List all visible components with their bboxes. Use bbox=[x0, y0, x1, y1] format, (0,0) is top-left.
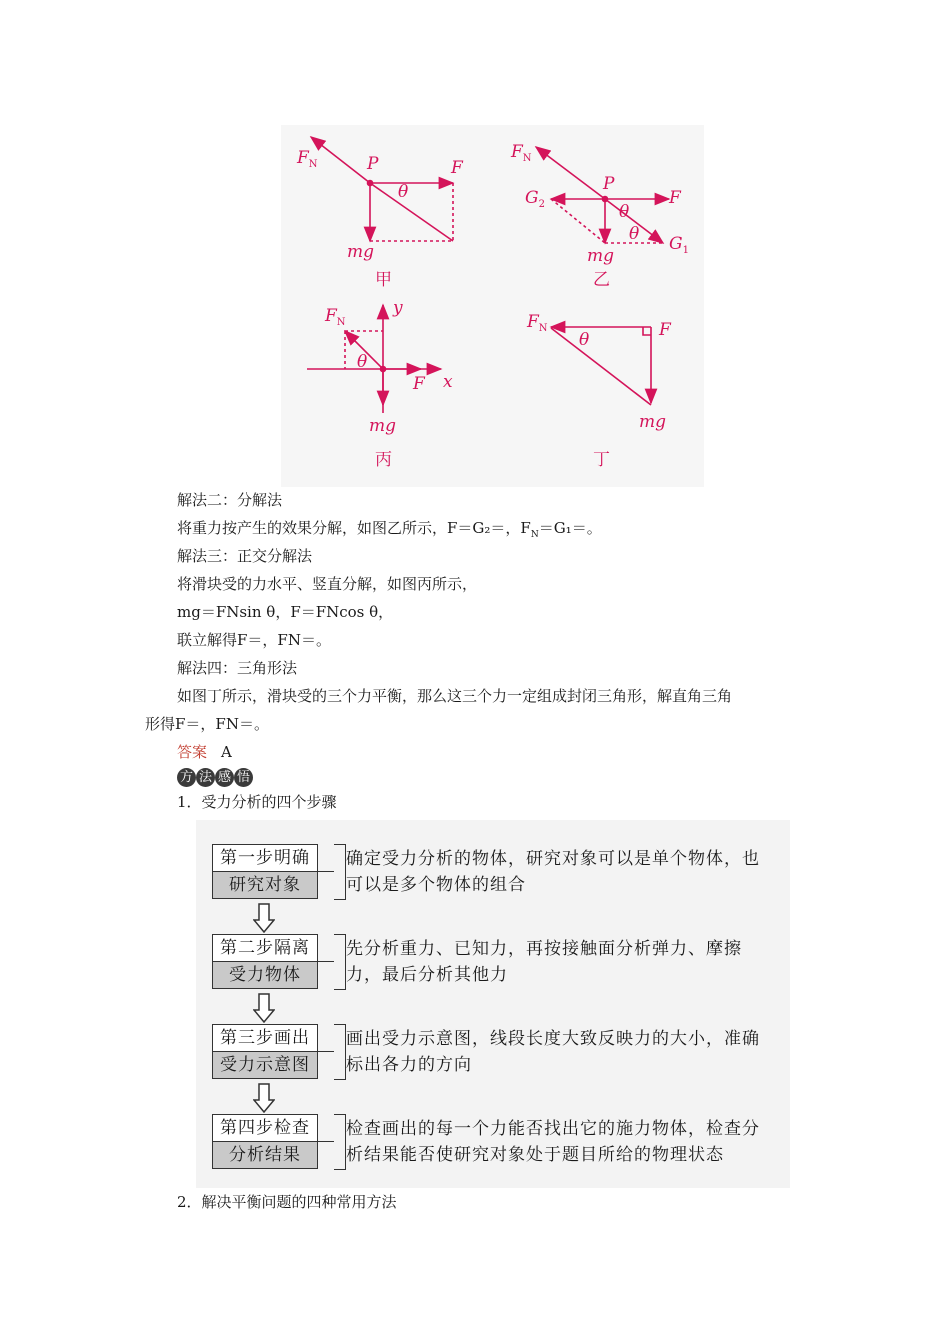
step-subtitle: 受力物体 bbox=[213, 962, 317, 988]
jia-f-label: F bbox=[451, 158, 463, 178]
yi-caption: 乙 bbox=[593, 270, 610, 290]
force-diagrams-figure bbox=[281, 125, 704, 487]
step-description: 画出受力示意图，线段长度大致反映力的大小，准确标出各力的方向 bbox=[346, 1029, 760, 1075]
diagram-jia bbox=[311, 137, 453, 241]
yi-theta1-label: θ bbox=[619, 202, 630, 222]
diagram-yi bbox=[536, 147, 669, 243]
bing-mg-label: mg bbox=[369, 416, 397, 436]
step-subtitle: 受力示意图 bbox=[213, 1052, 317, 1078]
bing-theta-label: θ bbox=[357, 352, 368, 372]
answer-label: 答案 bbox=[177, 743, 208, 761]
connector-line bbox=[318, 1141, 334, 1142]
bracket bbox=[334, 844, 346, 900]
step-description: 检查画出的每一个力能否找出它的施力物体，检查分析结果能否使研究对象处于题目所给的物理状态 bbox=[346, 1119, 760, 1165]
step-box-3 bbox=[212, 1024, 318, 1079]
step-subtitle: 研究对象 bbox=[213, 872, 317, 898]
jia-mg-label: mg bbox=[347, 242, 375, 262]
bing-f-label: F bbox=[413, 374, 425, 394]
yi-g1-label: $G_1$ bbox=[669, 234, 689, 256]
down-arrow-icon bbox=[253, 903, 275, 933]
method3-title: 解法三：正交分解法 bbox=[177, 547, 313, 565]
step-title: 第二步隔离 bbox=[213, 935, 317, 962]
method2-title: 解法二：分解法 bbox=[177, 491, 283, 509]
heading-four-methods: 2．解决平衡问题的四种常用方法 bbox=[177, 1193, 397, 1211]
method3-text: 将滑块受的力水平、竖直分解，如图丙所示， bbox=[177, 575, 478, 593]
yi-mg-label: mg bbox=[587, 246, 615, 266]
bracket bbox=[334, 1114, 346, 1170]
jia-p-label: P bbox=[367, 154, 379, 174]
analysis-steps-flowchart bbox=[196, 820, 790, 1188]
method3-equation: mg＝FNsin θ，F＝FNcos θ， bbox=[177, 603, 394, 621]
bracket bbox=[334, 1024, 346, 1080]
method4-text-line2: 形得F＝，FN＝。 bbox=[145, 715, 269, 733]
step-subtitle: 分析结果 bbox=[213, 1142, 317, 1168]
badge-char: 感 bbox=[215, 768, 234, 787]
jia-theta-label: θ bbox=[398, 182, 409, 202]
bing-caption: 丙 bbox=[375, 450, 392, 470]
force-diagrams-svg bbox=[281, 125, 704, 487]
method2-text: 将重力按产生的效果分解，如图乙所示，F＝G₂＝，$F_N=G_1=$。 bbox=[177, 519, 602, 540]
yi-theta2-label: θ bbox=[629, 224, 640, 244]
step-title: 第四步检查 bbox=[213, 1115, 317, 1142]
step-box-1 bbox=[212, 844, 318, 899]
method4-text-line1: 如图丁所示，滑块受的三个力平衡，那么这三个力一定组成封闭三角形，解直角三角 bbox=[177, 687, 733, 705]
step-box-2 bbox=[212, 934, 318, 989]
bing-fn-label: $F_N$ bbox=[325, 306, 346, 328]
step-description: 确定受力分析的物体，研究对象可以是单个物体，也可以是多个物体的组合 bbox=[346, 849, 760, 895]
bing-y-label: y bbox=[393, 298, 403, 318]
step-title: 第一步明确 bbox=[213, 845, 317, 872]
connector-line bbox=[318, 1051, 334, 1052]
jia-fn-label: $F_N$ bbox=[297, 148, 318, 170]
heading-four-steps: 1．受力分析的四个步骤 bbox=[177, 793, 337, 811]
ding-fn-label: $F_N$ bbox=[527, 312, 548, 334]
bracket bbox=[334, 934, 346, 990]
diagram-ding bbox=[551, 327, 651, 405]
method3-solve: 联立解得F＝，FN＝。 bbox=[177, 631, 331, 649]
answer-value: A bbox=[221, 743, 232, 761]
ding-theta-label: θ bbox=[579, 330, 590, 350]
method4-title: 解法四：三角形法 bbox=[177, 659, 298, 677]
ding-mg-label: mg bbox=[639, 412, 667, 432]
down-arrow-icon bbox=[253, 993, 275, 1023]
bing-x-label: x bbox=[443, 372, 453, 392]
step-box-4 bbox=[212, 1114, 318, 1169]
yi-p-label: P bbox=[603, 174, 615, 194]
badge-char: 悟 bbox=[234, 768, 253, 787]
badge-char: 方 bbox=[177, 768, 196, 787]
connector-line bbox=[318, 961, 334, 962]
step-title: 第三步画出 bbox=[213, 1025, 317, 1052]
ding-f-label: F bbox=[659, 320, 671, 340]
badge-char: 法 bbox=[196, 768, 215, 787]
method-insight-badge bbox=[177, 768, 253, 787]
yi-f-label: F bbox=[669, 188, 681, 208]
connector-line bbox=[318, 871, 334, 872]
jia-caption: 甲 bbox=[375, 270, 392, 290]
ding-caption: 丁 bbox=[593, 450, 610, 470]
answer-line bbox=[177, 741, 232, 763]
yi-fn-label: $F_N$ bbox=[511, 142, 532, 164]
yi-g2-label: $G_2$ bbox=[525, 188, 545, 210]
step-description: 先分析重力、已知力，再按接触面分析弹力、摩擦力，最后分析其他力 bbox=[346, 939, 742, 985]
down-arrow-icon bbox=[253, 1083, 275, 1113]
